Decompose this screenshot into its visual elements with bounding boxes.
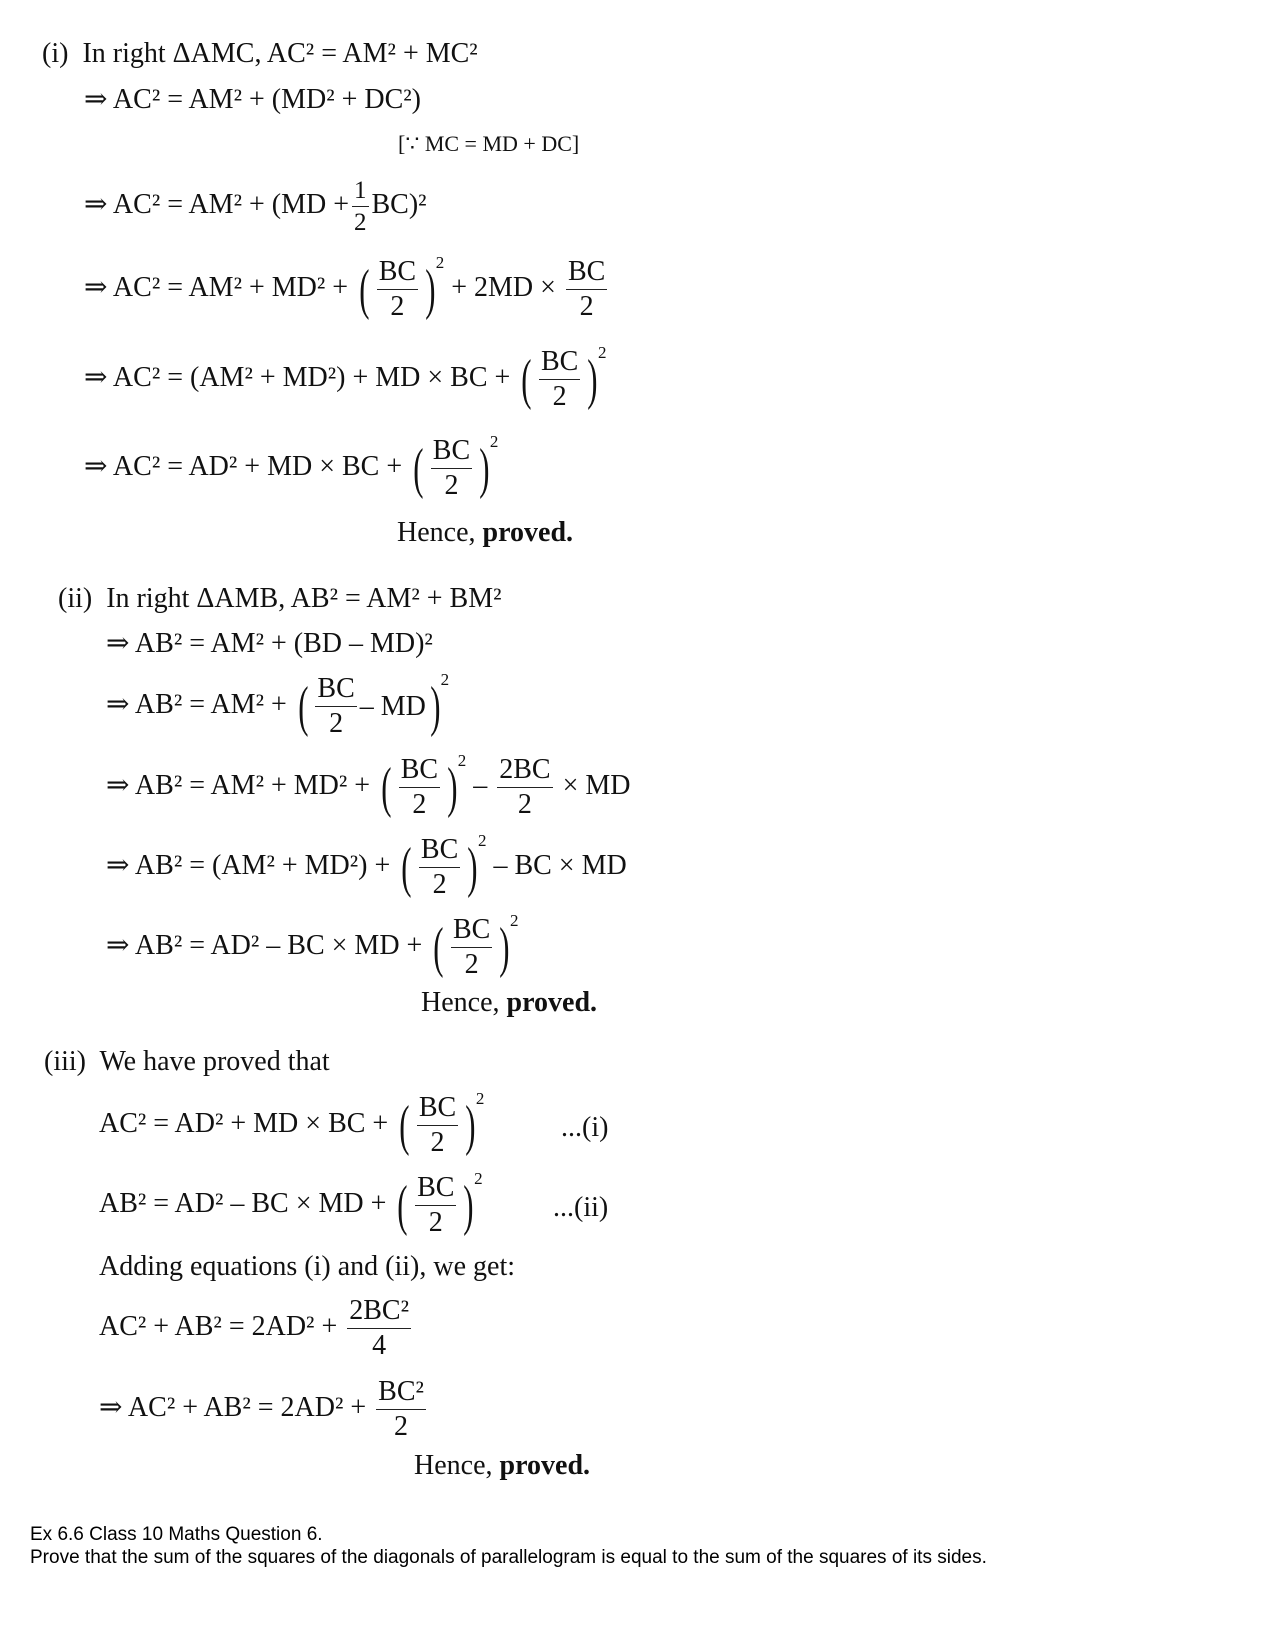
denominator: 2: [552, 381, 567, 412]
part-ii-line-2: ⇒ AB² = AM² + (BD – MD)²: [106, 628, 433, 659]
part-ii-line-6: [106, 911, 519, 980]
part-i-line-4: [84, 253, 610, 322]
part-ii-conclusion: [421, 989, 597, 1017]
numerator: BC: [451, 916, 492, 948]
part-ii-line-3: [106, 670, 450, 739]
expr-text: –: [473, 769, 488, 801]
numerator: BC: [431, 437, 472, 469]
numerator: 2BC²: [347, 1297, 411, 1329]
exponent: 2: [435, 253, 445, 272]
hence-text: Hence,: [414, 1450, 493, 1481]
squared-fraction: ( $\frac{BC}{2}$ ) 2: [381, 751, 467, 820]
denominator: 2: [390, 291, 405, 322]
expr-text: ⇒ AC² = AD² + MD × BC +: [84, 450, 403, 482]
part-i-line-3: [84, 178, 427, 235]
numerator: BC: [315, 675, 356, 707]
part-iii-line-1: [44, 1048, 330, 1076]
expr-text: ⇒ AC² = AM² + MD² +: [84, 271, 349, 303]
denominator: 2: [430, 1127, 445, 1158]
exponent: 2: [510, 911, 519, 930]
denominator: 4: [372, 1330, 387, 1361]
fraction: [347, 1297, 411, 1360]
expr-text: BC)²: [371, 188, 427, 220]
numerator: BC²: [376, 1378, 426, 1410]
numerator: BC: [539, 348, 580, 380]
denominator: 2: [432, 869, 447, 900]
part-i-line-5: [84, 343, 607, 412]
squared-fraction: ( $\frac{BC}{2}$ ) 2: [397, 1169, 483, 1238]
part-iii-final: [99, 1378, 429, 1441]
hence-text: Hence,: [421, 987, 500, 1018]
denominator: 2: [579, 291, 594, 322]
proved-text: proved.: [482, 517, 574, 548]
proved-text: proved.: [499, 1450, 591, 1481]
exponent: 2: [440, 670, 450, 689]
fraction: [352, 178, 369, 235]
part-iii-eq-1: [99, 1089, 485, 1158]
exponent: 2: [597, 343, 607, 362]
part-ii-line-5: [106, 831, 627, 900]
part-iii-sum: [99, 1297, 414, 1360]
part-i-line-6: [84, 432, 499, 501]
part-iii-conclusion: [414, 1452, 590, 1480]
numerator: BC: [399, 756, 440, 788]
exponent: 2: [474, 1169, 483, 1188]
numerator: 2BC: [497, 756, 552, 788]
part-i-label: (i): [42, 38, 69, 69]
fraction: [376, 1378, 426, 1441]
denominator: 2: [329, 708, 344, 739]
fraction: [497, 756, 552, 819]
part-i-reason: [∵ MC = MD + DC]: [398, 131, 580, 156]
expr-text: AC² + AB² = 2AD² +: [99, 1310, 338, 1342]
exponent: 2: [475, 1089, 485, 1108]
squared-fraction: ( $\frac{BC}{2}$ ) 2: [399, 1089, 485, 1158]
part-iii-label: (iii): [44, 1046, 86, 1077]
hence-text: Hence,: [397, 517, 476, 548]
expr-text: ⇒ AB² = AD² – BC × MD +: [106, 929, 423, 961]
expr-text: AB² = AD² – BC × MD +: [99, 1187, 387, 1219]
numerator: BC: [419, 836, 460, 868]
part-ii-statement: In right ΔAMB, AB² = AM² + BM²: [106, 583, 502, 614]
numerator: BC: [377, 258, 418, 290]
question-title: Ex 6.6 Class 10 Maths Question 6.: [30, 1524, 323, 1545]
denominator: 2: [464, 949, 479, 980]
question-text: Prove that the sum of the squares of the diagonals of parallelogram is equal to the sum of the squares of its sides.: [30, 1547, 987, 1568]
squared-fraction: ( $\frac{BC}{2}$ ) 2: [433, 911, 519, 980]
part-i-statement: In right ΔAMC, AC² = AM² + MC²: [82, 38, 478, 69]
part-ii-line-1: [58, 585, 502, 613]
expr-text: ⇒ AC² = (AM² + MD²) + MD × BC +: [84, 361, 511, 393]
denominator: 2: [354, 209, 367, 236]
part-i-line-1: [42, 40, 478, 68]
expr-text: + 2MD ×: [451, 271, 556, 303]
denominator: 2: [412, 789, 427, 820]
proved-text: proved.: [506, 987, 598, 1018]
fraction: [566, 258, 607, 321]
part-i-line-2: ⇒ AC² = AM² + (MD² + DC²): [84, 84, 421, 115]
squared-group: ( $\frac{BC}{2}$ – MD ) 2: [297, 670, 450, 739]
squared-fraction: ( $\frac{BC}{2}$ ) 2: [521, 343, 607, 412]
part-ii-label: (ii): [58, 583, 93, 614]
exponent: 2: [489, 432, 499, 451]
part-ii-line-4: [106, 751, 631, 820]
exponent: 2: [457, 751, 467, 770]
squared-fraction: ( $\frac{BC}{2}$ ) 2: [401, 831, 487, 900]
denominator: 2: [428, 1207, 443, 1238]
expr-text: ⇒ AB² = AM² + MD² +: [106, 769, 371, 801]
part-i-conclusion: [397, 519, 573, 547]
expr-text: – BC × MD: [493, 849, 627, 881]
denominator: 2: [517, 789, 532, 820]
equation-tag-i: ...(i): [561, 1112, 609, 1143]
expr-text: ⇒ AC² = AM² + (MD +: [84, 188, 349, 220]
denominator: 2: [394, 1411, 409, 1442]
expr-text: ⇒ AC² + AB² = 2AD² +: [99, 1391, 367, 1423]
squared-fraction: ( $\frac{BC}{2}$ ) 2: [413, 432, 499, 501]
part-iii-eq-2: [99, 1169, 483, 1238]
expr-text: × MD: [562, 769, 631, 801]
expr-text: ⇒ AB² = (AM² + MD²) +: [106, 849, 391, 881]
numerator: BC: [566, 258, 607, 290]
expr-text: ⇒ AB² = AM² +: [106, 688, 287, 720]
part-iii-statement: We have proved that: [99, 1046, 330, 1077]
denominator: 2: [444, 470, 459, 501]
expr-text: – MD: [359, 690, 426, 722]
numerator: BC: [415, 1174, 456, 1206]
exponent: 2: [477, 831, 487, 850]
equation-tag-ii: ...(ii): [553, 1192, 609, 1223]
expr-text: AC² = AD² + MD × BC +: [99, 1107, 389, 1139]
squared-fraction: ( $\frac{BC}{2}$ ) 2: [359, 253, 445, 322]
numerator: 1: [352, 178, 369, 207]
numerator: BC: [417, 1094, 458, 1126]
part-iii-adding-text: Adding equations (i) and (ii), we get:: [99, 1251, 516, 1282]
